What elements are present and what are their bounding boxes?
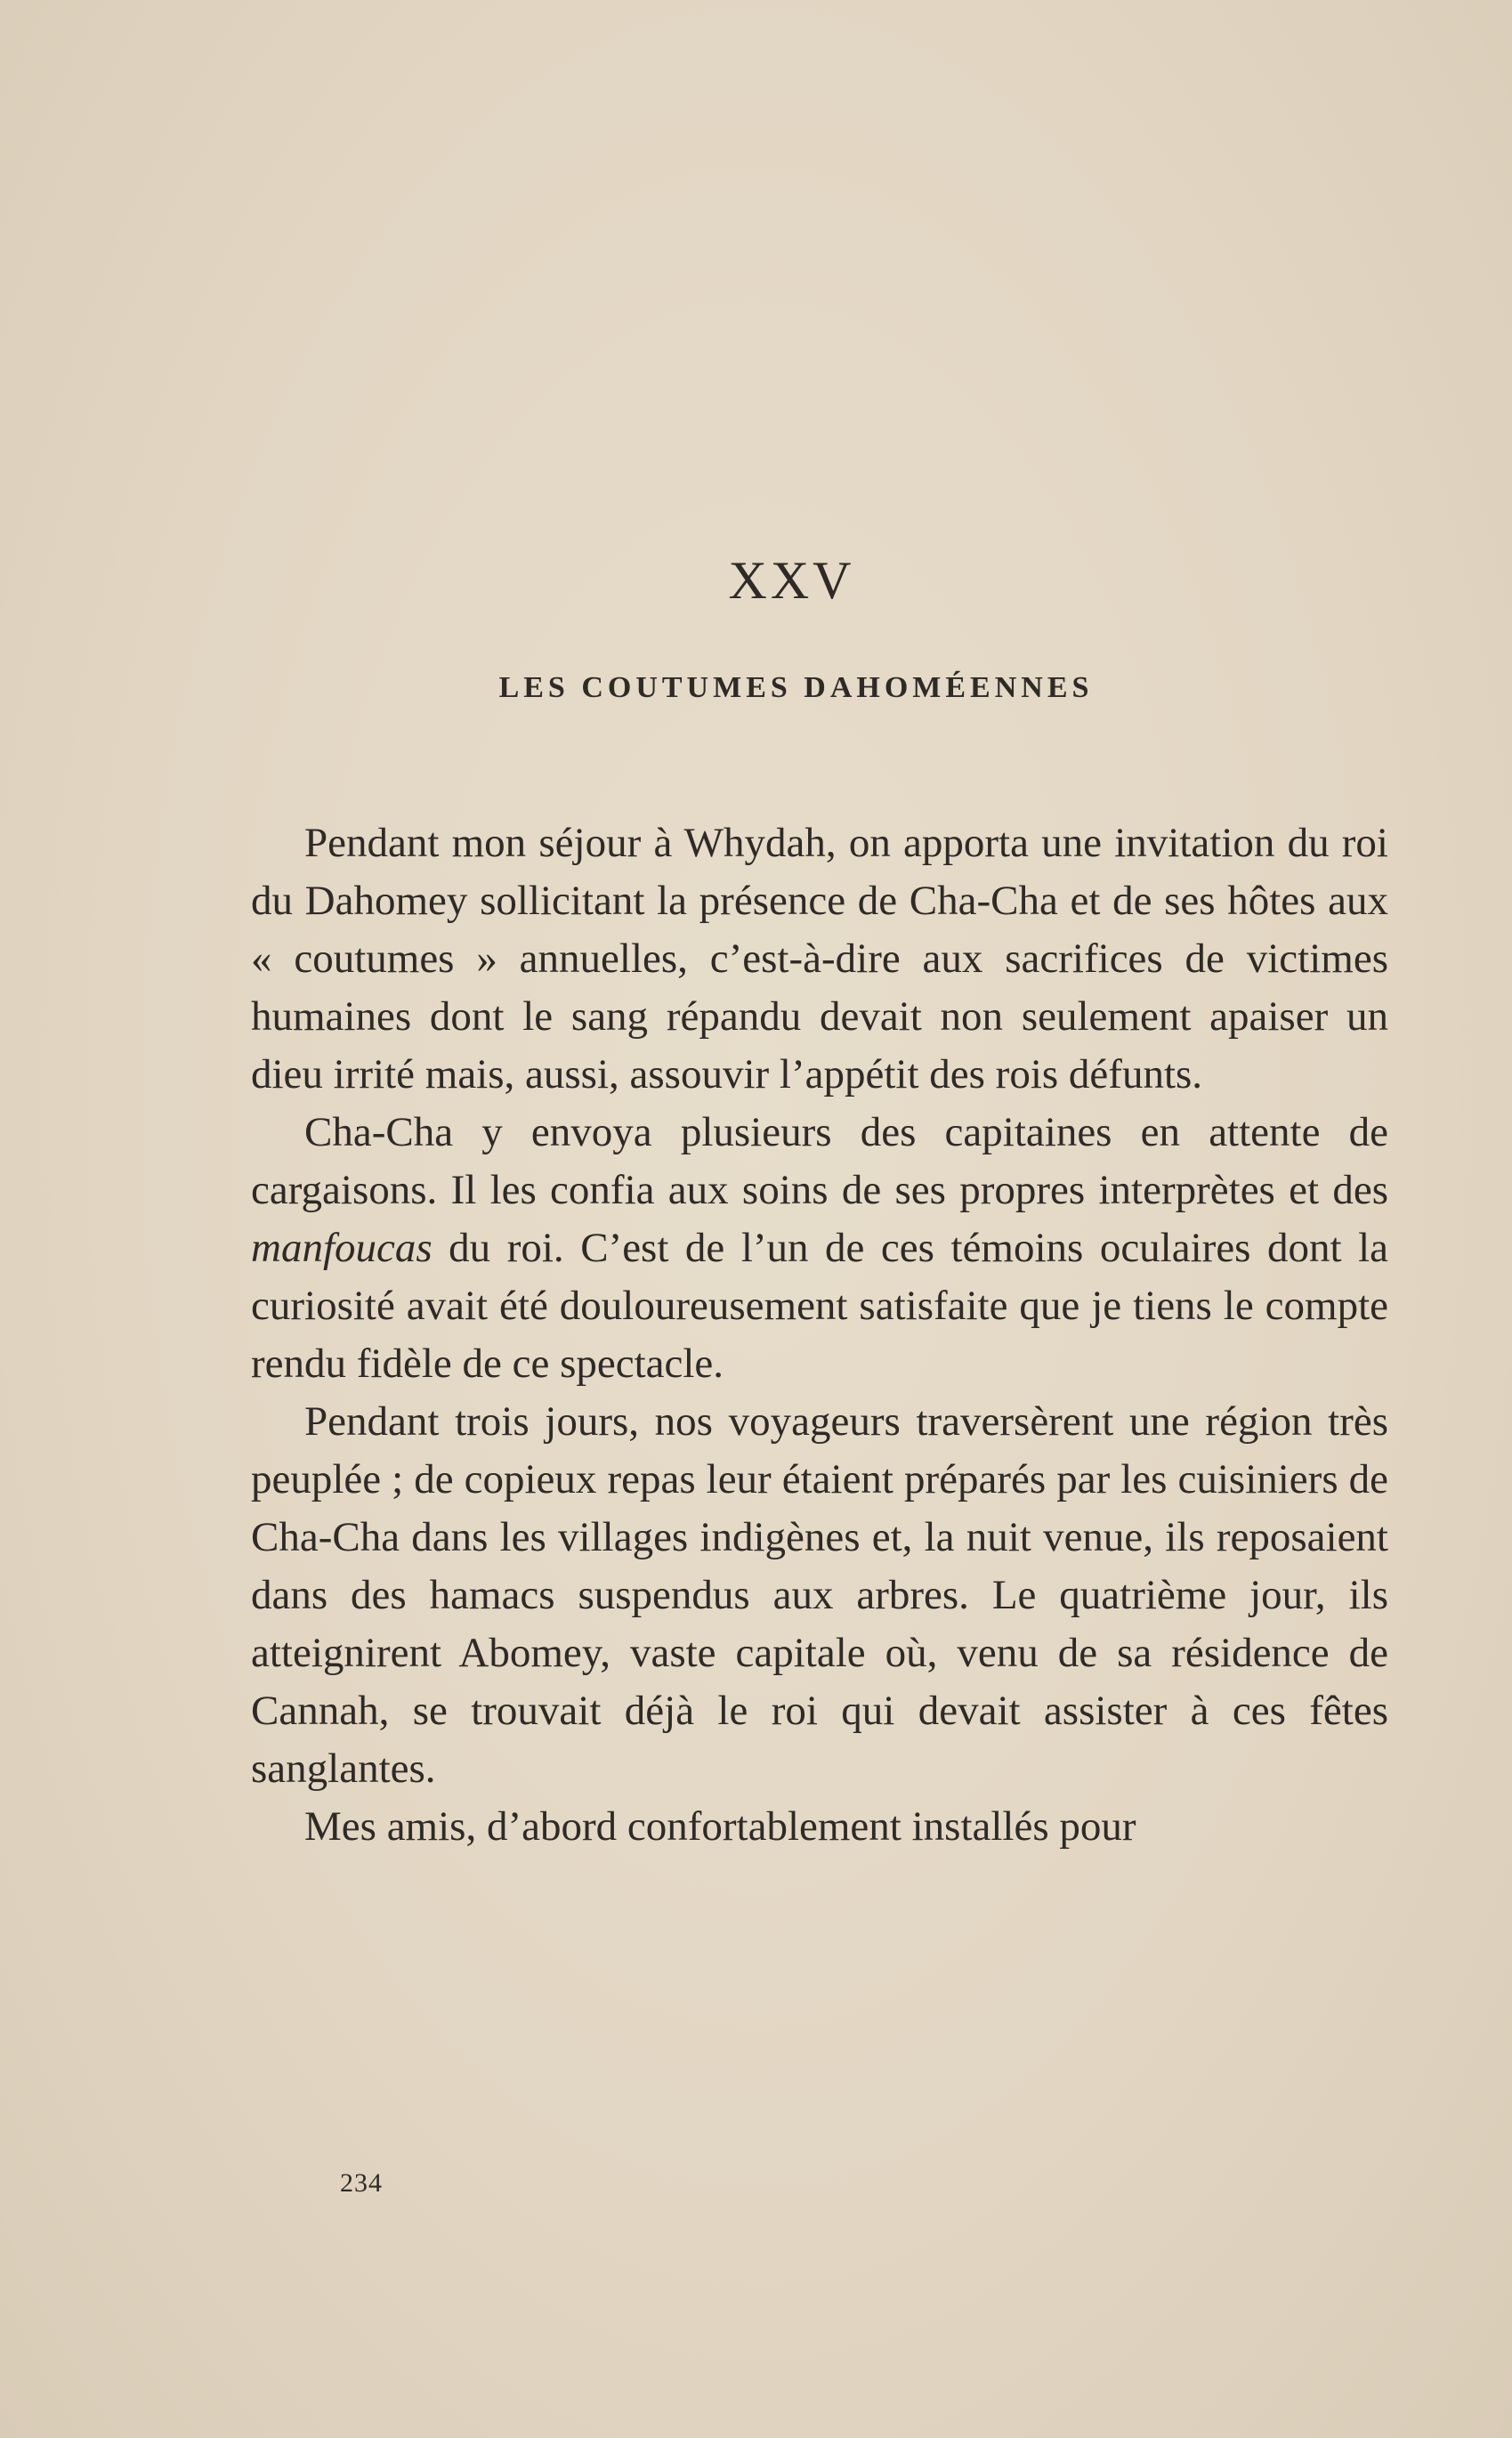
paragraph-2-italic-word: manfoucas: [251, 1225, 433, 1271]
chapter-title: LES COUTUMES DAHOMÉENNES: [498, 671, 1094, 704]
page-number: 234: [340, 2168, 383, 2198]
chapter-number: XXV: [728, 551, 855, 610]
paragraph-4: Mes amis, d’abord confortablement installés pour: [304, 1803, 1136, 1850]
paragraph-2-after: du roi. C’est de l’un de ces témoins oculaires dont la curiosité avait été douloureusement satisfaite que je tiens le compte rendu fidèle de ce spectacle.: [251, 1225, 1388, 1387]
paragraph-3: Pendant trois jours, nos voyageurs traversèrent une région très peuplée ; de copieux repas leur étaient préparés par les cuisiniers de Cha-Cha dans les villages indigènes et, la nuit venue, ils reposaient dans des hamacs suspendus aux arbres. Le quatrième jour, ils atteignirent Abomey, vaste capitale où, venu de sa résidence de Cannah, se trouvait déjà le roi qui devait assister à ces fêtes sanglantes.: [251, 1398, 1388, 1792]
paragraph-1: Pendant mon séjour à Whydah, on apporta une invitation du roi du Dahomey sollicitant la présence de Cha-Cha et de ses hôtes aux « coutumes » annuelles, c’est-à-dire aux sacrifices de victimes humaines dont le sang répandu devait non seulement apaiser un dieu irrité mais, aussi, assouvir l’appétit des rois défunts.: [251, 820, 1388, 1098]
body-text: [251, 814, 1388, 1856]
paragraph-2: [251, 1104, 1388, 1393]
paragraph-2-before: Cha-Cha y envoya plusieurs des capitaines en attente de cargaisons. Il les confia aux soins de ses propres interprètes et des: [251, 1109, 1388, 1213]
